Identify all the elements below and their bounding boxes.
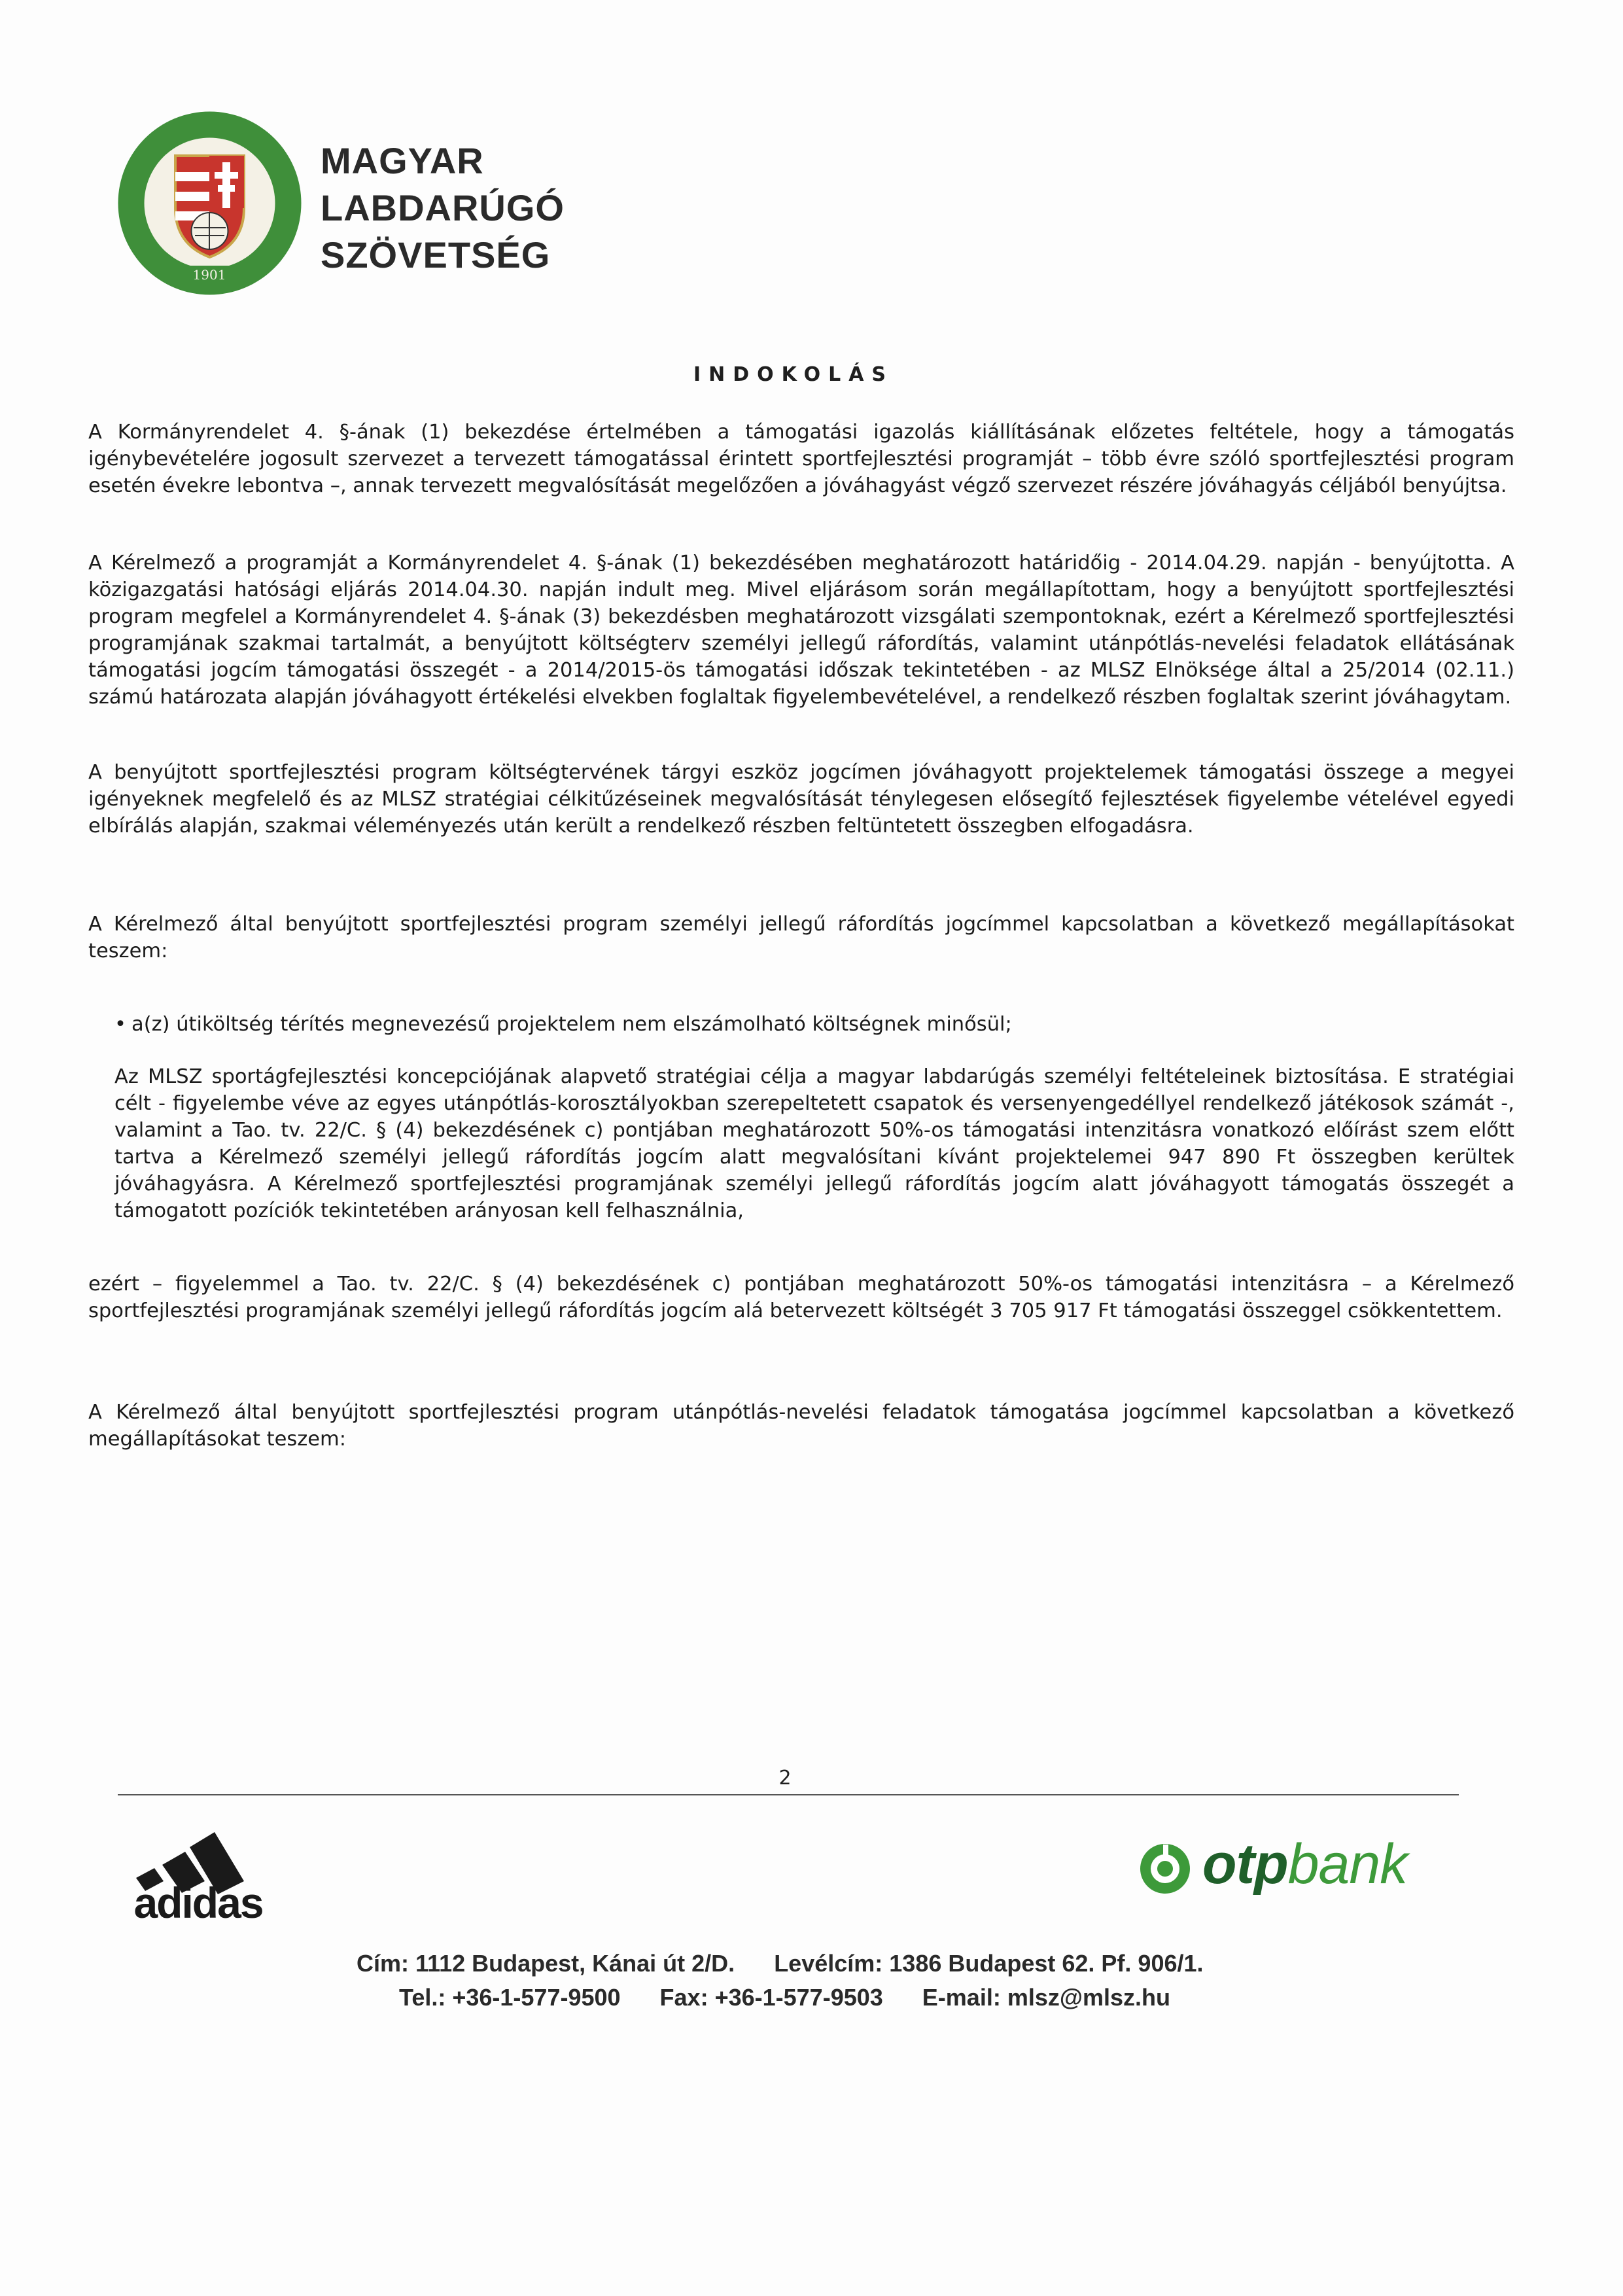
otpbank-wordmark — [1202, 1832, 1407, 1897]
footer-contact: Tel.: +36-1-577-9500 Fax: +36-1-577-9503 E-mail: mlsz@mlsz.hu — [399, 1984, 1170, 2011]
bullet-item — [114, 1011, 1514, 1038]
paragraph-4: A Kérelmező által benyújtott sportfejlesztési program személyi jellegű ráfordítás jogcímmel kapcsolatban a következő megállapításokat teszem: — [88, 913, 1514, 963]
otp-prefix: otp — [1202, 1833, 1288, 1896]
footer-divider — [118, 1794, 1459, 1795]
logo-line-2: LABDARÚGÓ — [321, 187, 565, 228]
organization-name — [321, 137, 565, 279]
otp-logo-icon — [1138, 1842, 1192, 1896]
logo-line-3: SZÖVETSÉG — [321, 234, 551, 275]
page-number: 2 — [778, 1767, 792, 1790]
paragraph-1: A Kormányrendelet 4. §-ának (1) bekezdése értelmében a támogatási igazolás kiállításának előzetes feltétele, hogy a támogatás igénybevételére jogosult szervezet a tervezett támogatással érintett sportfejlesztési programját – több évre szóló sportfejlesztési program esetén évekre lebontva –, annak tervezett megvalósítását megelőzően a jóváhagyást végző szervezet részére jóváhagyás céljából benyújtsa. — [88, 421, 1514, 497]
paragraph-6: A Kérelmező által benyújtott sportfejlesztési program utánpótlás-nevelési feladatok támogatása jogcímmel kapcsolatban a következő megállapításokat teszem: — [88, 1401, 1514, 1451]
footer-address: Cím: 1112 Budapest, Kánai út 2/D. Levélcím: 1386 Budapest 62. Pf. 906/1. — [357, 1950, 1204, 1977]
bullet-text: a(z) útiköltség térítés megnevezésű projektelem nem elszámolható költségnek minősül; — [131, 1013, 1012, 1036]
otp-suffix: bank — [1287, 1833, 1408, 1896]
paragraph-5: ezért – figyelemmel a Tao. tv. 22/C. § (4) bekezdésének c) pontjában meghatározott 50%-os támogatási intenzitásra – a Kérelmező sportfejlesztési programjának személyi jellegű ráfordítás jogcím alá betervezett költségét 3 705 917 Ft támogatási összeggel csökkentettem. — [88, 1273, 1514, 1322]
seal-year: 1901 — [192, 267, 226, 283]
adidas-wordmark: adidas — [133, 1879, 263, 1927]
paragraph-2: A Kérelmező a programját a Kormányrendelet 4. §-ának (1) bekezdésében meghatározott határidőig - 2014.04.29. napján - benyújtotta. A közigazgatási hatósági eljárás 2014.04.30. napján indult meg. Mivel eljárásom során megállapítottam, hogy a benyújtott sportfejlesztési program megfelel a Kormányrendelet 4. §-ának (3) bekezdésben meghatározott vizsgálati szempontoknak, ezért a Kérelmező sportfejlesztési programjának szakmai tartalmát, a benyújtott költségterv személyi jellegű ráfordítás, valamint utánpótlás-nevelési feladatok ellátásának támogatási jogcím támogatási összegét - a 2014/2015-ös támogatási időszak tekintetében - az MLSZ Elnöksége által a 25/2014 (02.11.) számú határozata alapján jóváhagyott értékelési elvekben foglaltak figyelembevételével, a rendelkező részben foglaltak szerint jóváhagytam. — [88, 552, 1514, 709]
logo-line-1: MAGYAR — [321, 140, 484, 181]
paragraph-3: A benyújtott sportfejlesztési program költségtervének tárgyi eszköz jogcímen jóváhagyott projektelemek támogatási összege a megyei igényeknek megfelelő és az MLSZ stratégiai célkitűzéseinek megvalósítását ténylegesen elősegítő fejlesztések figyelembe vételével egyedi elbírálás alapján, szakmai véleményezés után került a rendelkező részben feltüntetett összegben elfogadásra. — [88, 761, 1514, 838]
indented-paragraph: Az MLSZ sportágfejlesztési koncepciójának alapvető stratégiai célja a magyar labdarúgás személyi feltételeinek biztosítása. E stratégiai célt - figyelembe véve az egyes utánpótlás-korosztályokban szerepeltetett csapatok és versenyengedéllyel rendelkező játékosok számát -, valamint a Tao. tv. 22/C. § (4) bekezdésének c) pontjában meghatározott 50%-os támogatási intenzitásra vonatkozó előírást szem előtt tartva a Kérelmező személyi jellegű ráfordítás jogcím alatt megvalósítani kívánt projektelemei 947 890 Ft összegben kerültek jóváhagyásra. A Kérelmező sportfejlesztési programjának személyi jellegű ráfordítás jogcím alatt jóváhagyott támogatás összegét a támogatott pozíciók tekintetében arányosan kell felhasználnia, — [114, 1065, 1514, 1222]
bullet-icon: • — [114, 1013, 126, 1036]
document-title: INDOKOLÁS — [693, 363, 894, 386]
